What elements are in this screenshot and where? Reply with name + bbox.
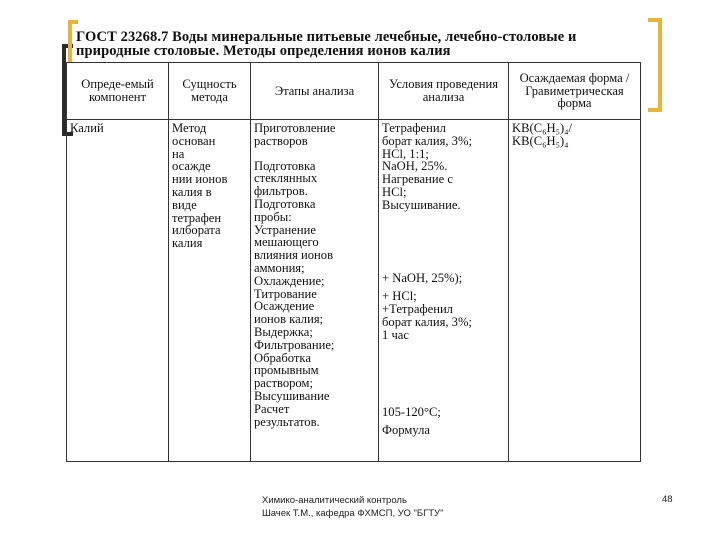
- condition-line: Высушивание.: [382, 197, 461, 212]
- stage-line: Выдержка;: [254, 324, 313, 339]
- stage-line: раствором;: [254, 376, 313, 391]
- condition-line: + HCl;: [382, 289, 417, 304]
- page-number: 48: [662, 494, 673, 505]
- footer-line-course: Химико-аналитический контроль: [262, 495, 407, 506]
- stage-line: Приготовление: [254, 121, 336, 135]
- stage-line: мешающего: [254, 235, 319, 250]
- stage-line: Подготовка: [254, 158, 316, 173]
- stage-line: влияния ионов: [254, 248, 334, 263]
- slide-footer: [262, 494, 482, 520]
- method-line: виде: [172, 197, 197, 212]
- condition-line: Формула: [382, 423, 430, 438]
- header-component: Опреде-емый компонент: [67, 63, 169, 120]
- decor-bracket-right-gold: [648, 18, 662, 112]
- condition-line: Нагревание с: [382, 172, 453, 187]
- stage-line: промывным: [254, 363, 319, 378]
- stage-line: пробы:: [254, 209, 292, 224]
- condition-line: + NaOH, 25%);: [382, 270, 463, 285]
- header-conditions: Условия проведения анализа: [379, 63, 509, 120]
- header-method: Сущность метода: [169, 63, 251, 120]
- table-header-row: [67, 63, 641, 120]
- method-line: осажде: [172, 159, 211, 174]
- method-line: Метод: [172, 121, 207, 135]
- stage-line: Фильтрование;: [254, 337, 335, 352]
- condition-line: HCl;: [382, 184, 407, 199]
- form-line: KB(C₆H₅)₄/: [512, 121, 573, 135]
- stage-line: Высушивание: [254, 388, 330, 403]
- stage-line: Осаждение: [254, 299, 315, 314]
- cell-conditions: [379, 120, 509, 462]
- stage-line: Обработка: [254, 350, 311, 365]
- condition-line: борат калия, 3%;: [382, 133, 472, 148]
- method-line: основан: [172, 133, 216, 148]
- stage-line: Подготовка: [254, 196, 316, 211]
- cell-stages: [251, 120, 379, 462]
- stage-line: Охлаждение;: [254, 273, 325, 288]
- condition-line: борат калия, 3%;: [382, 314, 472, 329]
- condition-line: NaOH, 25%.: [382, 159, 448, 174]
- component-text: Калий: [70, 121, 104, 135]
- header-form: Осаждаемая форма / Гравиметрическая форма: [509, 63, 641, 120]
- document-title: ГОСТ 23268.7 Воды минеральные питьевые лечебные, лечебно-столовые и природные столовые. Методы определения ионов калия: [76, 29, 577, 59]
- stage-line: Расчет: [254, 401, 290, 416]
- stage-line: растворов: [254, 133, 308, 148]
- stage-line: ионов калия;: [254, 312, 324, 327]
- stage-line: стеклянных: [254, 171, 318, 186]
- form-line: KB(C₆H₅)₄: [512, 133, 569, 148]
- method-line: калия в: [172, 184, 212, 199]
- stage-line: фильтров.: [254, 184, 308, 199]
- stage-line: Устранение: [254, 222, 316, 237]
- header-stages: Этапы анализа: [251, 63, 379, 120]
- table-row: [67, 120, 641, 462]
- condition-line: HCl, 1:1;: [382, 146, 429, 161]
- method-line: тетрафен: [172, 210, 222, 225]
- cell-component: [67, 120, 169, 462]
- stage-line: результатов.: [254, 414, 320, 429]
- cell-form: [509, 120, 641, 462]
- method-line: на: [172, 146, 185, 161]
- condition-line: 105-120°С;: [382, 404, 441, 419]
- condition-line: 1 час: [382, 327, 409, 342]
- stage-line: аммония;: [254, 260, 305, 275]
- document-scan: [66, 26, 640, 462]
- footer-line-author: Шачек Т.М., кафедра ФХМСП, УО "БГТУ": [262, 508, 444, 519]
- condition-line: Тетрафенил: [382, 121, 446, 135]
- condition-line: +Тетрафенил: [382, 302, 453, 317]
- stage-line: Титрование: [254, 286, 317, 301]
- methods-table: [66, 62, 641, 462]
- cell-method: [169, 120, 251, 462]
- method-line: калия: [172, 236, 203, 251]
- method-line: илбората: [172, 223, 221, 238]
- method-line: нии ионов: [172, 172, 228, 187]
